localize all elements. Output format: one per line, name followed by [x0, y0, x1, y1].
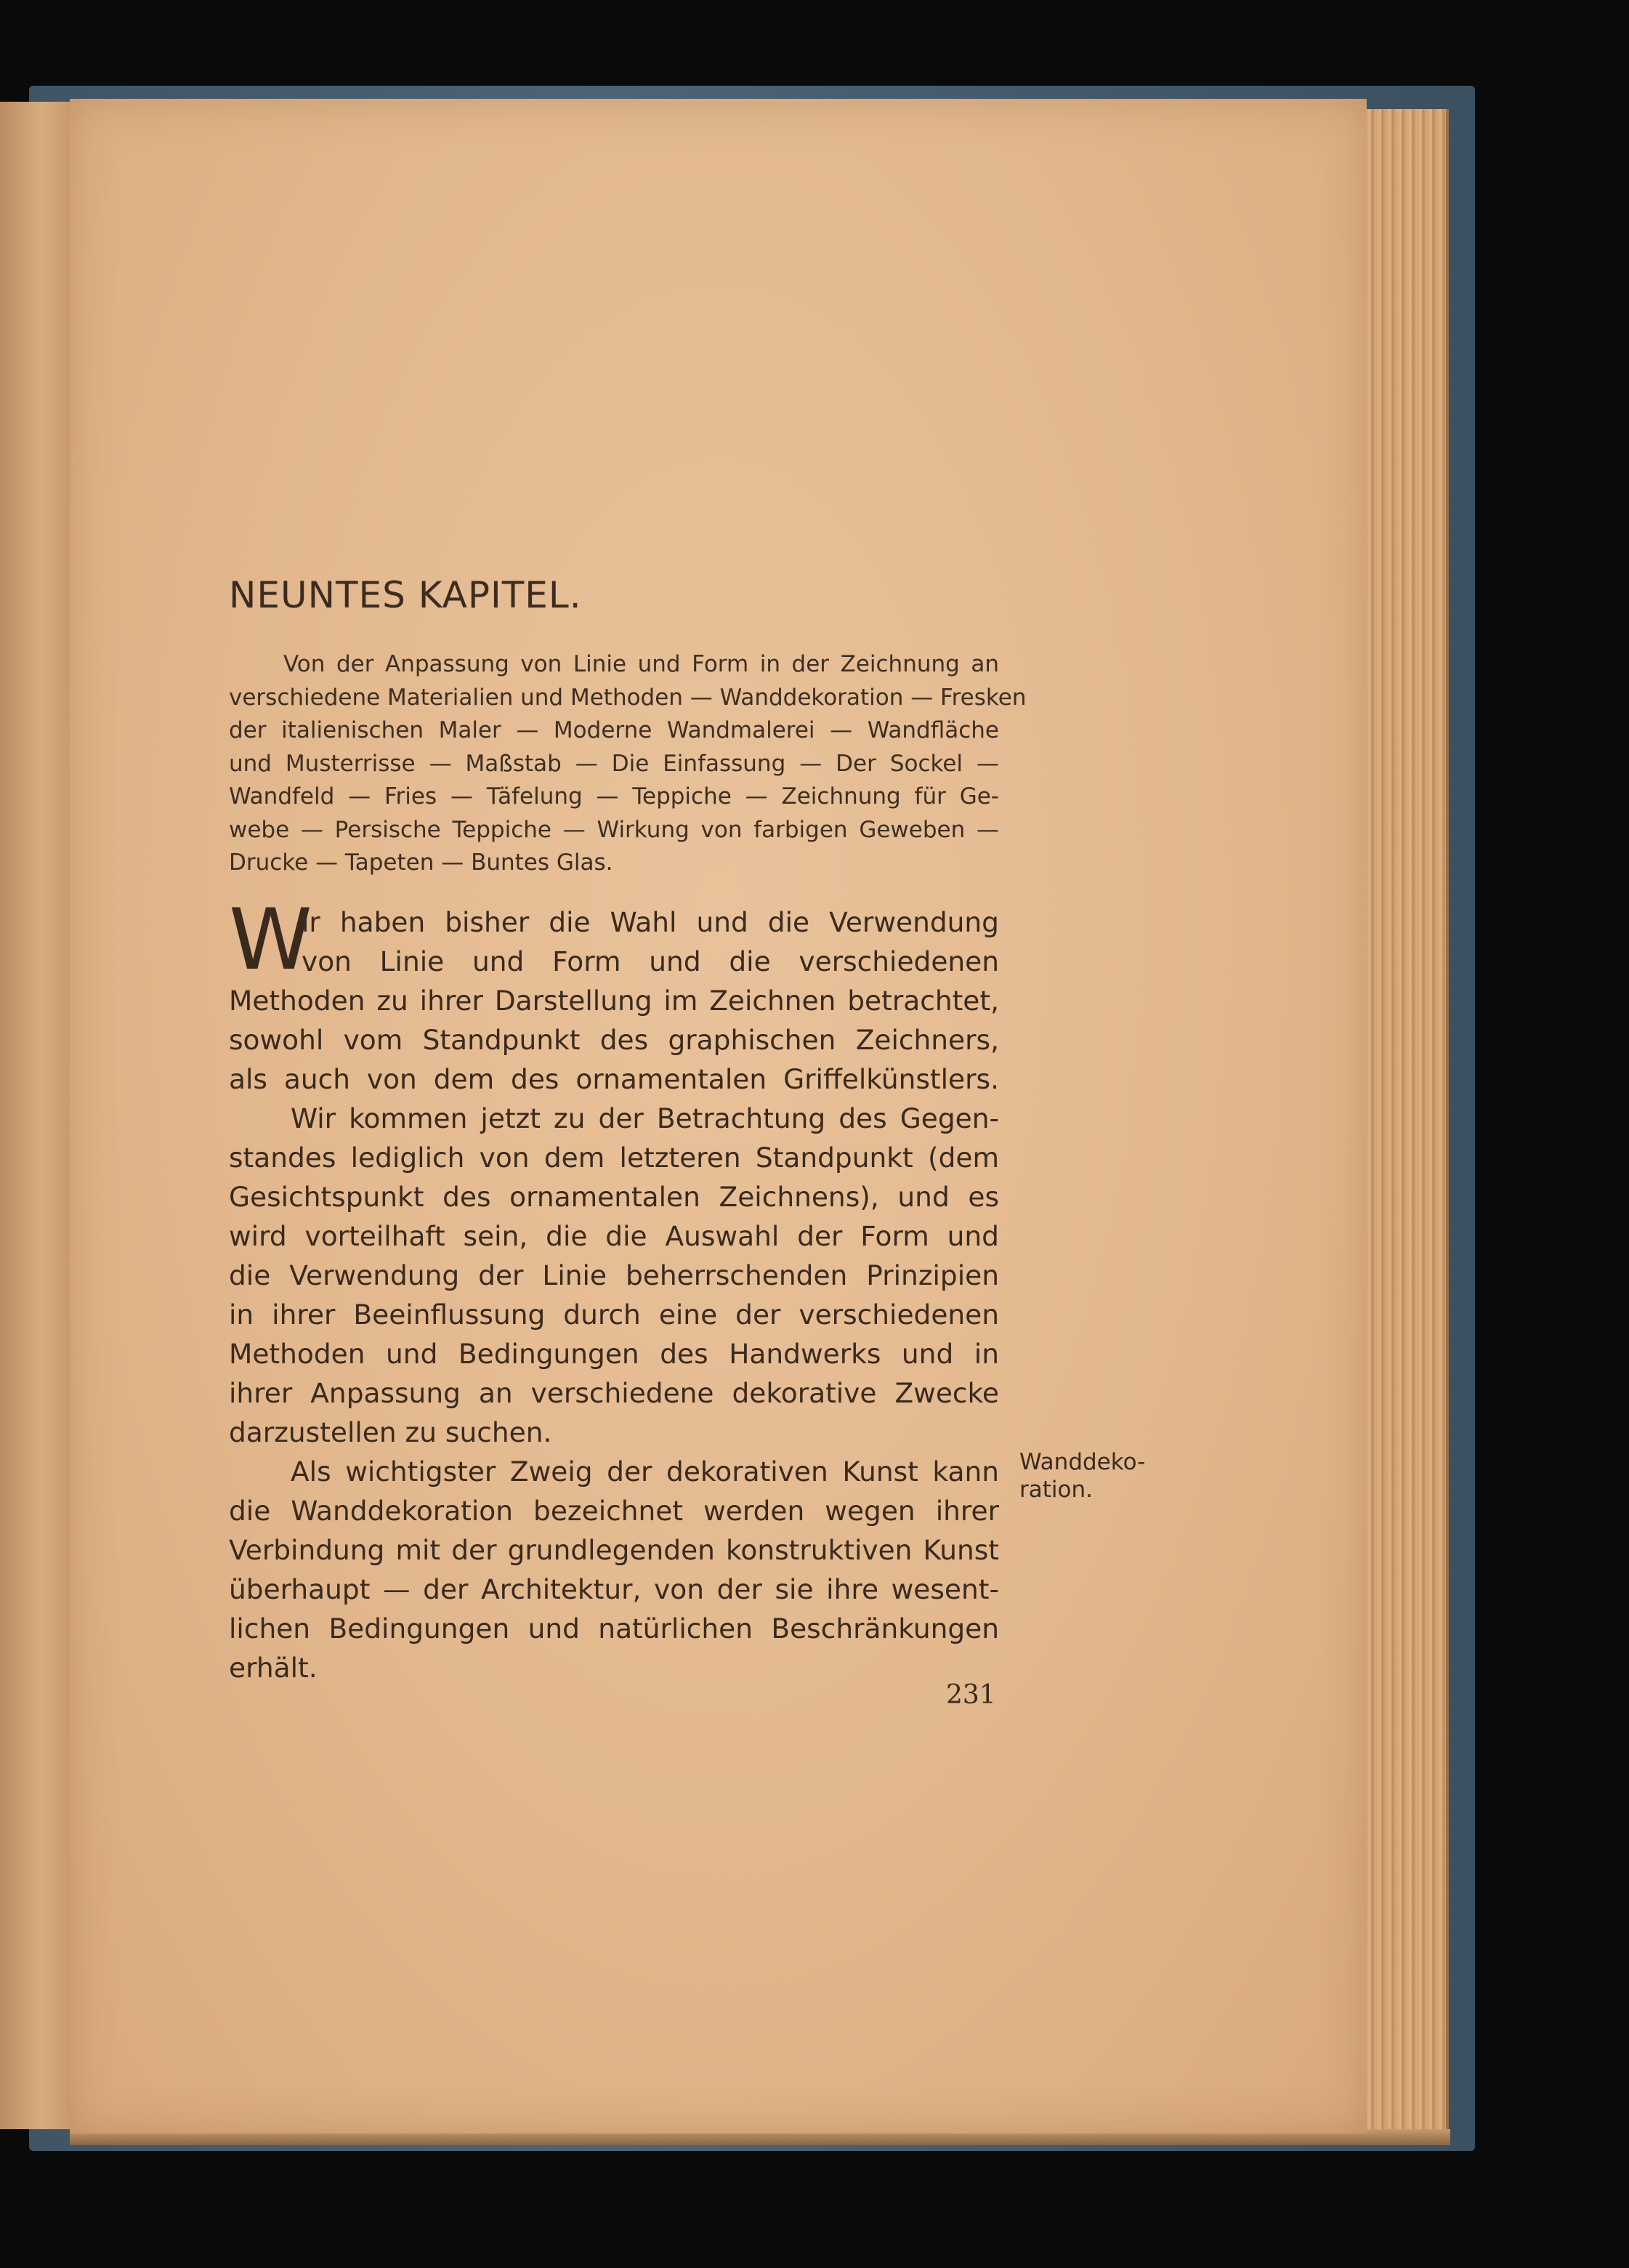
chapter-summary	[229, 648, 1027, 880]
summary-line: und Musterrisse — Maßstab — Die Einfassung — Der Sockel —	[229, 750, 999, 777]
body-line: darzustellen zu suchen.	[229, 1416, 552, 1448]
summary-line: Wandfeld — Fries — Täfelung — Teppiche — Zeichnung für Ge-	[229, 783, 999, 810]
summary-line: der italienischen Maler — Moderne Wandmalerei — Wandfläche	[229, 717, 999, 743]
body-line: wird vorteilhaft sein, die die Auswahl der Form und	[229, 1220, 999, 1252]
page-edges	[1366, 109, 1449, 2136]
body-line: sowohl vom Standpunkt des graphischen Zeichners,	[229, 1024, 999, 1056]
body-line: ir haben bisher die Wahl und die Verwendung	[302, 906, 999, 938]
body-line: in ihrer Beeinflussung durch eine der verschiedenen	[229, 1299, 999, 1331]
body-line: die Wanddekoration bezeichnet werden wegen ihrer	[229, 1495, 999, 1527]
drop-cap: W	[229, 891, 312, 989]
body-line: Gesichtspunkt des ornamentalen Zeichnens), und es	[229, 1181, 999, 1213]
body-line: als auch von dem des ornamentalen Griffelkünstlers.	[229, 1063, 999, 1095]
body-line: die Verwendung der Linie beherrschenden Prinzipien	[229, 1259, 999, 1291]
body-line: Verbindung mit der grundlegenden konstruktiven Kunst	[229, 1534, 999, 1566]
body-line: Als wichtigster Zweig der dekorativen Kunst kann	[291, 1456, 999, 1488]
body-text	[229, 891, 999, 1687]
body-line: Wir kommen jetzt zu der Betrachtung des Gegen-	[291, 1102, 999, 1134]
body-line: standes lediglich von dem letzteren Standpunkt (dem	[229, 1142, 999, 1174]
body-line: lichen Bedingungen und natürlichen Beschränkungen	[229, 1613, 999, 1644]
body-line: überhaupt — der Architektur, von der sie ihre wesent-	[229, 1573, 999, 1605]
margin-note	[1019, 1448, 1145, 1504]
body-line: ihrer Anpassung an verschiedene dekorative Zwecke	[229, 1377, 999, 1409]
summary-line: Drucke — Tapeten — Buntes Glas.	[229, 850, 613, 876]
summary-line: Von der Anpassung von Linie und Form in der Zeichnung an	[283, 651, 999, 677]
body-line: Methoden und Bedingungen des Handwerks und in	[229, 1338, 999, 1370]
left-page-edge	[0, 102, 72, 2129]
body-line: Methoden zu ihrer Darstellung im Zeichnen betrachtet,	[229, 985, 999, 1017]
margin-note-line: Wanddeko-	[1019, 1449, 1146, 1475]
page-number: 231	[946, 1680, 996, 1710]
body-line: von Linie und Form und die verschiedenen	[302, 945, 999, 977]
body-line: erhält.	[229, 1652, 318, 1684]
summary-line: webe — Persische Teppiche — Wirkung von farbigen Geweben —	[229, 816, 999, 843]
margin-note-line: ration.	[1019, 1477, 1093, 1503]
chapter-title: NEUNTES KAPITEL.	[229, 574, 582, 616]
summary-line: verschiedene Materialien und Methoden — Wanddekoration — Fresken	[229, 684, 1027, 711]
